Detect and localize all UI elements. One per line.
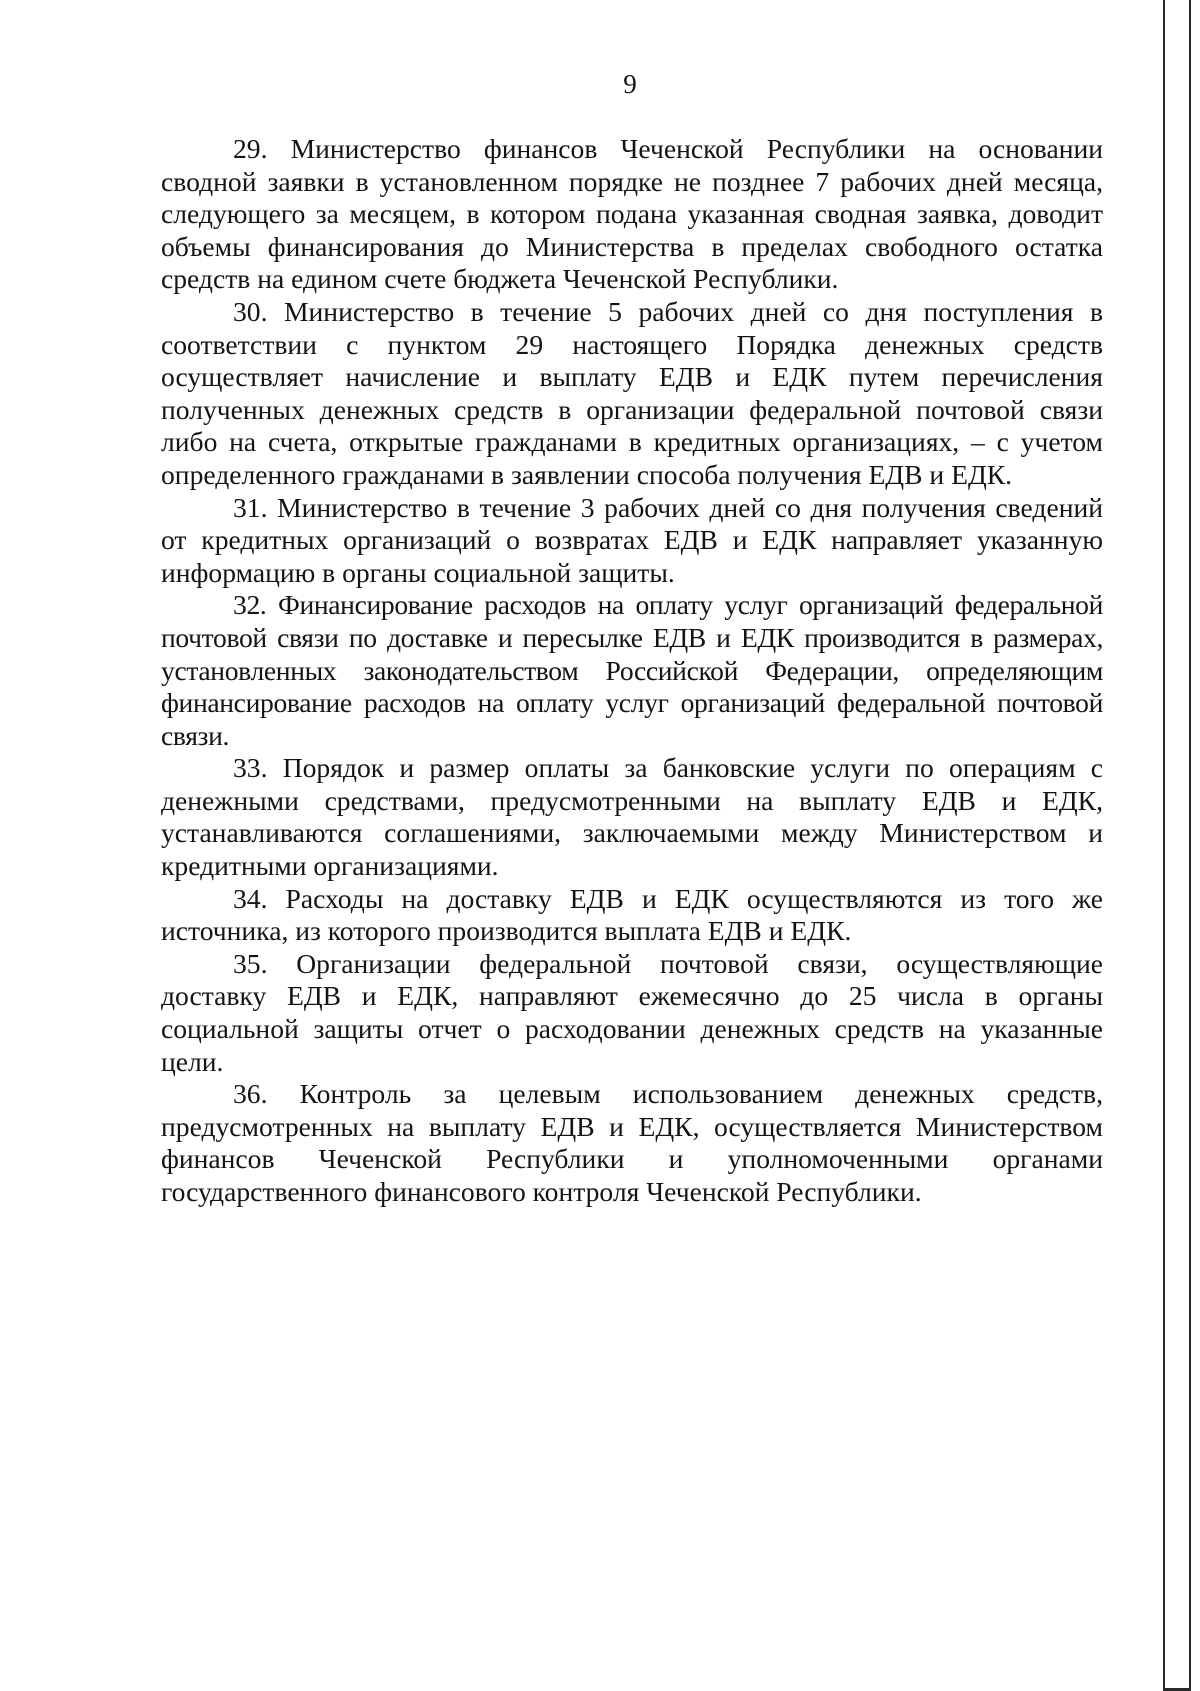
paragraph-34: 34. Расходы на доставку ЕДВ и ЕДК осуществляются из того же источника, из которого производится выплата ЕДВ и ЕДК. [161, 882, 1103, 947]
document-body [161, 133, 1103, 1209]
paragraph-35: 35. Организации федеральной почтовой связи, осуществляющие доставку ЕДВ и ЕДК, направляют ежемесячно до 25 числа в органы социальной защиты отчет о расходовании денежных средств на указанные цели. [161, 947, 1103, 1077]
paragraph-30: 30. Министерство в течение 5 рабочих дней со дня поступления в соответствии с пунктом 29 настоящего Порядка денежных средств осуществляет начисление и выплату ЕДВ и ЕДК путем перечисления полученных денежных средств в организации федеральной почтовой связи либо на счета, открытые гражданами в кредитных организациях, – с учетом определенного гражданами в заявлении способа получения ЕДВ и ЕДК. [161, 295, 1103, 490]
paragraph-36: 36. Контроль за целевым использованием денежных средств, предусмотренных на выплату ЕДВ и ЕДК, осуществляется Министерством финансов Чеченской Республики и уполномоченными органами государственного финансового контроля Чеченской Республики. [161, 1078, 1103, 1207]
page-number: 9 [623, 69, 637, 99]
paragraph-29: 29. Министерство финансов Чеченской Республики на основании сводной заявки в установленном порядке не позднее 7 рабочих дней месяца, следующего за месяцем, в котором подана указанная сводная заявка, доводит объемы финансирования до Министерства в пределах свободного остатка средств на едином счете бюджета Чеченской Республики. [161, 133, 1103, 295]
paragraph-32: 32. Финансирование расходов на оплату услуг организаций федеральной почтовой связи по доставке и пересылке ЕДВ и ЕДК производится в размерах, установленных законодательством Российской Федерации, определяющим финансирование расходов на оплату услуг организаций федеральной почтовой связи. [161, 589, 1103, 751]
paragraph-33: 33. Порядок и размер оплаты за банковские услуги по операциям с денежными средствами, предусмотренными на выплату ЕДВ и ЕДК, устанавливаются соглашениями, заключаемыми между Министерством и кредитными организациями. [161, 752, 1103, 882]
paragraph-31: 31. Министерство в течение 3 рабочих дней со дня получения сведений от кредитных организаций о возвратах ЕДВ и ЕДК направляет указанную информацию в органы социальной защиты. [161, 491, 1103, 588]
scan-edge-border [1163, 0, 1191, 1691]
